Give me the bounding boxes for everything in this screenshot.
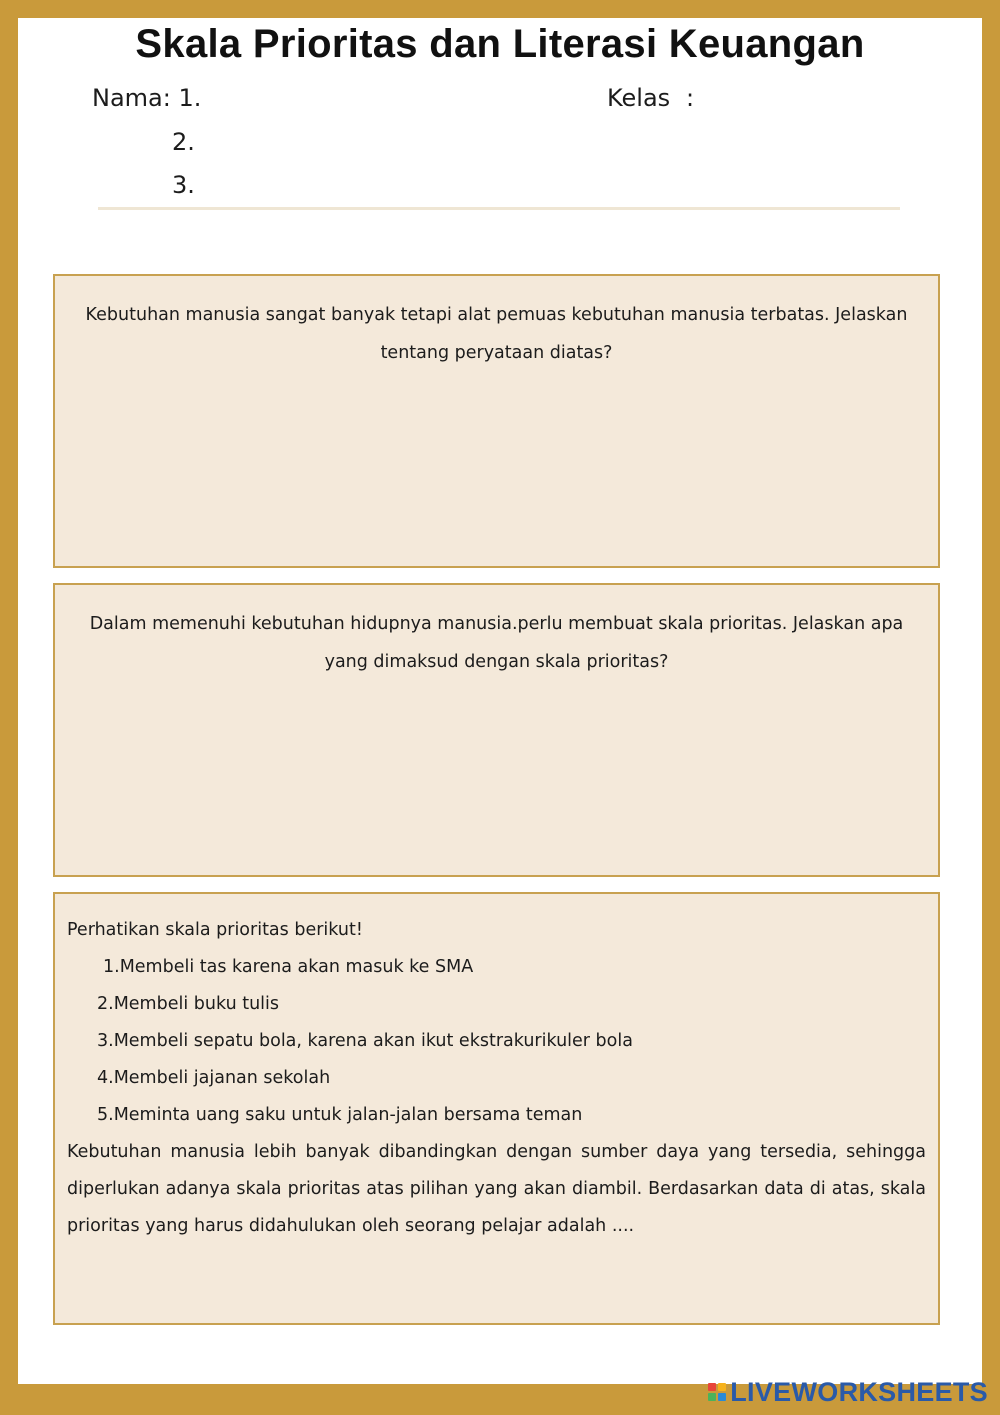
logo-text: LIVEWORKSHEETS [730, 1376, 988, 1407]
name-label: Nama: 1. [92, 84, 202, 112]
question-1-text: Kebutuhan manusia sangat banyak tetapi alat pemuas kebutuhan manusia terbatas. Jelaskan tentang peryataan diatas? [85, 305, 908, 363]
question-3-intro: Perhatikan skala prioritas berikut! [67, 920, 363, 940]
list-item: 4.Membeli jajanan sekolah [97, 1068, 331, 1088]
class-label: Kelas [607, 84, 671, 112]
answer-box-1[interactable] [53, 274, 940, 568]
question-2-text: Dalam memenuhi kebutuhan hidupnya manusia.perlu membuat skala prioritas. Jelaskan apa yang dimaksud dengan skala prioritas? [89, 614, 904, 672]
answer-box-3[interactable] [53, 892, 940, 1325]
list-item: 2.Membeli buku tulis [97, 994, 280, 1014]
liveworksheets-logo [708, 1376, 988, 1408]
header-divider [98, 207, 900, 210]
name-line-3: 3. [172, 171, 195, 199]
list-item: 3.Membeli sepatu bola, karena akan ikut ekstrakurikuler bola [97, 1031, 633, 1051]
list-item: 1.Membeli tas karena akan masuk ke SMA [103, 957, 474, 977]
list-item: 5.Meminta uang saku untuk jalan-jalan bersama teman [97, 1105, 583, 1125]
logo-grid-icon [708, 1383, 726, 1401]
name-line-2: 2. [172, 128, 195, 156]
class-colon: : [686, 84, 695, 112]
answer-box-2[interactable] [53, 583, 940, 877]
question-3-closing: Kebutuhan manusia lebih banyak dibandingkan dengan sumber daya yang tersedia, sehingga diperlukan adanya skala prioritas atas pilihan yang akan diambil. Berdasarkan data di atas, skala prioritas yang harus didahulukan oleh seorang pelajar adalah .... [67, 1142, 926, 1236]
worksheet-title: Skala Prioritas dan Literasi Keuangan [135, 22, 865, 66]
